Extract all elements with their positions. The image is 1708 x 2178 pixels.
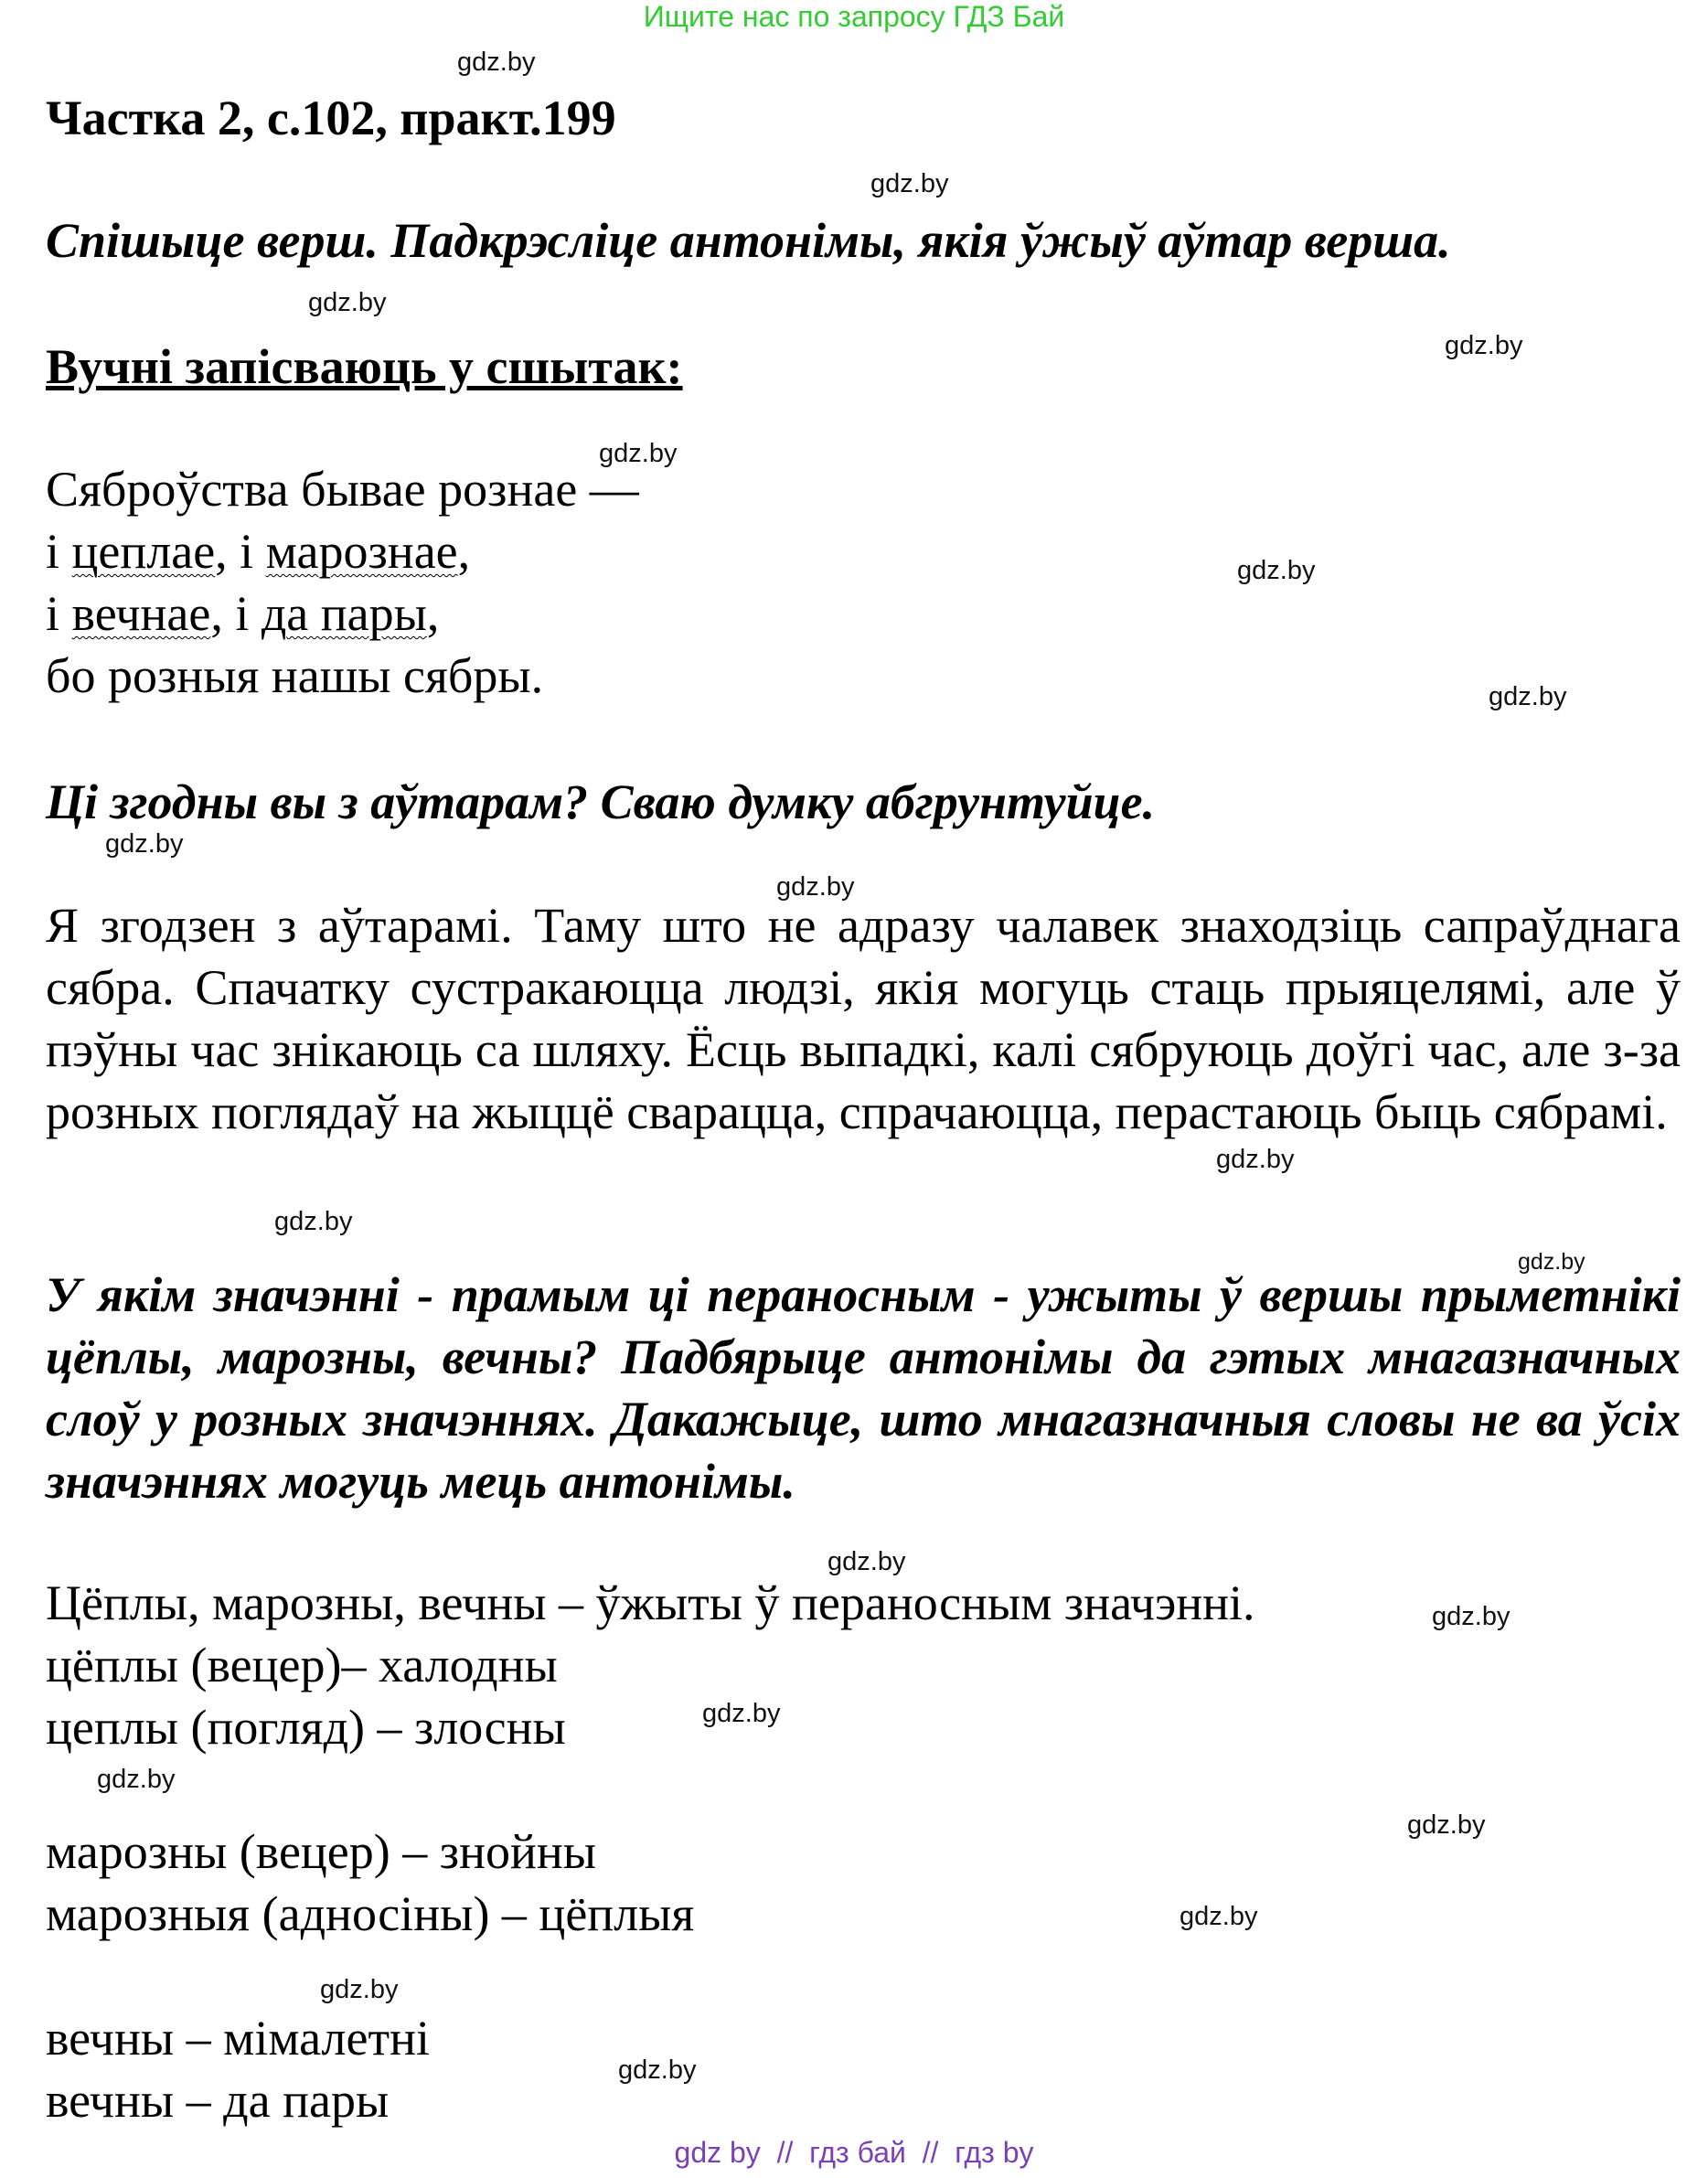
section-heading: Вучні запісваюць у сшытак: — [46, 339, 683, 394]
top-banner[interactable]: Ищите нас по запросу ГДЗ Бай — [643, 0, 1065, 33]
antonym-word: да пары — [261, 586, 427, 641]
poem-line-1: Сяброўства бывае рознае — — [46, 462, 639, 517]
watermark: gdz.by — [618, 2055, 697, 2085]
watermark: gdz.by — [457, 48, 536, 77]
antonym-word: марознае — [265, 524, 458, 579]
watermark: gdz.by — [1489, 682, 1567, 711]
answer-3-line: вечны – мімалетні — [46, 2011, 430, 2066]
task-1: Спішыце верш. Падкрэсліце антонімы, якія ўжыў аўтар верша. — [46, 213, 1451, 268]
watermark: gdz.by — [776, 872, 855, 902]
answer-3-line: марозныя (адносіны) – цёплыя — [46, 1886, 695, 1941]
answer-3-line: марозны (вецер) – знойны — [46, 1824, 597, 1879]
answer-3-line: цеплы (погляд) – злосны — [46, 1700, 566, 1755]
watermark: gdz.by — [1432, 1602, 1511, 1631]
watermark: gdz.by — [1237, 556, 1316, 585]
poem-line-2 — [46, 523, 470, 580]
task-3: У якім значэнні - прамым ці пераносным - ужыты ў вершы прыметнікі цёплы, марозны, вечны? Падбярыце антонімы да гэтых мнагазначных слоў у розных значэннях. Дакажыце, што мнагазначныя словы не ва ўсіх значэннях могуць мець антонімы. — [46, 1267, 1681, 1509]
antonym-word: цеплае — [71, 524, 216, 579]
answer-3-line: вечны – да пары — [46, 2073, 390, 2128]
watermark: gdz.by — [702, 1699, 781, 1728]
watermark: gdz.by — [97, 1765, 176, 1794]
watermark: gdz.by — [105, 829, 184, 859]
watermark: gdz.by — [870, 169, 949, 198]
watermark: gdz.by — [1216, 1145, 1295, 1174]
poem-text: , і — [215, 524, 266, 579]
watermark: gdz.by — [1445, 331, 1523, 360]
watermark: gdz.by — [827, 1547, 906, 1576]
poem-text: і — [46, 586, 72, 641]
poem-text: , і — [210, 586, 262, 641]
poem-text: , — [426, 586, 440, 641]
watermark: gdz.by — [1407, 1810, 1486, 1840]
answer-2: Я згодзен з аўтарамі. Таму што не адразу чалавек знаходзіць сапраўднага сябра. Спачатку сустракаюцца людзі, якія могуць стаць прыяцелямі, але ў пэўны час знікаюць са шляху. Ёсць выпадкі, калі сябруюць доўгі час, але з-за розных поглядаў на жыццё сварацца, спрачаюцца, перастаюць быць сябрамі. — [46, 898, 1681, 1139]
watermark: gdz.by — [274, 1207, 353, 1236]
watermark: gdz.by — [1518, 1249, 1585, 1275]
poem-text: , — [457, 524, 471, 579]
answer-3-line: цёплы (вецер)– халодны — [46, 1638, 558, 1692]
antonym-word: вечнае — [71, 586, 211, 641]
poem-text: і — [46, 524, 72, 579]
watermark: gdz.by — [320, 1975, 399, 2004]
watermark: gdz.by — [599, 439, 678, 468]
task-2: Ці згодны вы з аўтарам? Сваю думку абгрунтуйце. — [46, 774, 1156, 829]
answer-3-line: Цёплы, марозны, вечны – ўжыты ў пераносным значэнні. — [46, 1575, 1255, 1630]
poem-line-4: бо розныя нашы сябры. — [46, 648, 544, 703]
footer-links[interactable]: gdz by // гдз бай // гдз by — [674, 2136, 1034, 2169]
watermark: gdz.by — [1180, 1902, 1258, 1931]
page-title: Частка 2, с.102, практ.199 — [46, 91, 616, 145]
poem-line-3 — [46, 585, 439, 642]
watermark: gdz.by — [308, 288, 387, 317]
